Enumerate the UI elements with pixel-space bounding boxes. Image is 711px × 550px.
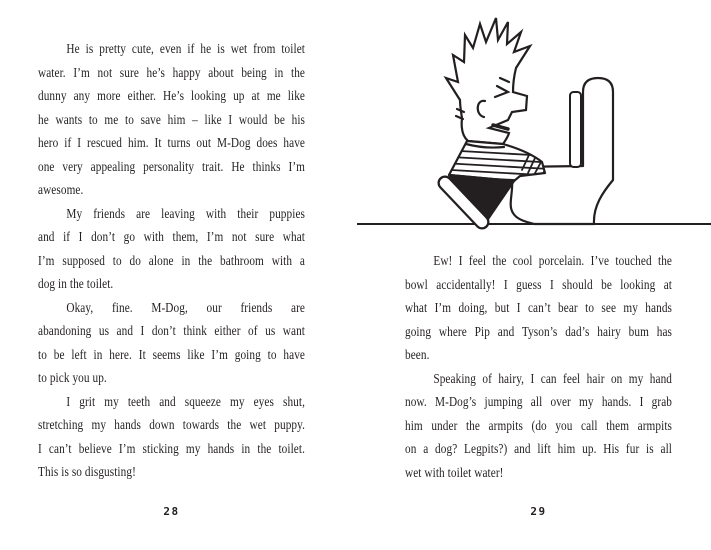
illustration-boy-toilet <box>357 8 711 233</box>
text-line: been. <box>405 347 430 362</box>
text-line: I grit my teeth and squeeze my eyes shut, <box>66 393 306 409</box>
text-line: dunny any more either. He’s looking up at me like <box>38 88 306 103</box>
text-line: My friends are leaving with their puppies <box>66 205 306 221</box>
text-line: This is so disgusting! <box>38 464 136 479</box>
text-line: one very appealing personality trait. He thinks I’m <box>38 158 306 174</box>
toilet-seat-up <box>570 92 581 167</box>
text-line: Okay, fine. M-Dog, our friends are <box>66 299 306 315</box>
right-page-text <box>405 249 672 484</box>
text-line: him under the armpits (do you call them armpits <box>405 417 673 433</box>
text-line: now. M-Dog’s jumping all over my hands. I grab <box>405 394 673 409</box>
text-line: I’m supposed to do alone in the bathroom with a <box>38 252 306 268</box>
boy-mouth <box>493 125 508 129</box>
text-line: on a dog? Legpits?) and lift him up. His fur is all <box>405 441 673 456</box>
text-line: dog in the toilet. <box>38 276 114 291</box>
text-line: wet with toilet water! <box>405 464 504 480</box>
text-line: hero if I rescued him. It turns out M-Dog does have <box>38 135 306 150</box>
text-line: I can’t believe I’m sticking my hands in the toilet. <box>38 440 306 456</box>
page-number-left: 28 <box>163 505 180 518</box>
text-line: Ew! I feel the cool porcelain. I’ve touched the <box>433 253 673 268</box>
page-number-right: 29 <box>530 505 547 518</box>
boy-head <box>446 18 530 144</box>
text-line: Speaking of hairy, I can feel hair on my hand <box>433 370 673 386</box>
text-line: to be left in here. It seems like I’m going to have <box>38 346 306 362</box>
text-line: stretching my hands down towards the wet puppy. <box>38 417 306 432</box>
text-line: awesome. <box>38 182 84 197</box>
text-line: and if I don’t go with them, I’m not sure what <box>38 229 306 244</box>
text-line: water. I’m not sure he’s happy about being in the <box>38 64 306 80</box>
left-page-text <box>38 37 305 484</box>
text-line: going where Pip and Tyson’s dad’s hairy bum has <box>405 323 673 339</box>
text-line: what I’m doing, but I can’t bear to see my hands <box>405 300 673 315</box>
text-line: to pick you up. <box>38 370 107 385</box>
text-line: abandoning us and I don’t think either of us want <box>38 323 306 338</box>
text-line: he wants to me to save him – like I would be his <box>38 111 306 127</box>
text-line: bowl accidentally! I guess I should be looking at <box>405 276 673 292</box>
text-line: He is pretty cute, even if he is wet from toilet <box>66 41 306 56</box>
